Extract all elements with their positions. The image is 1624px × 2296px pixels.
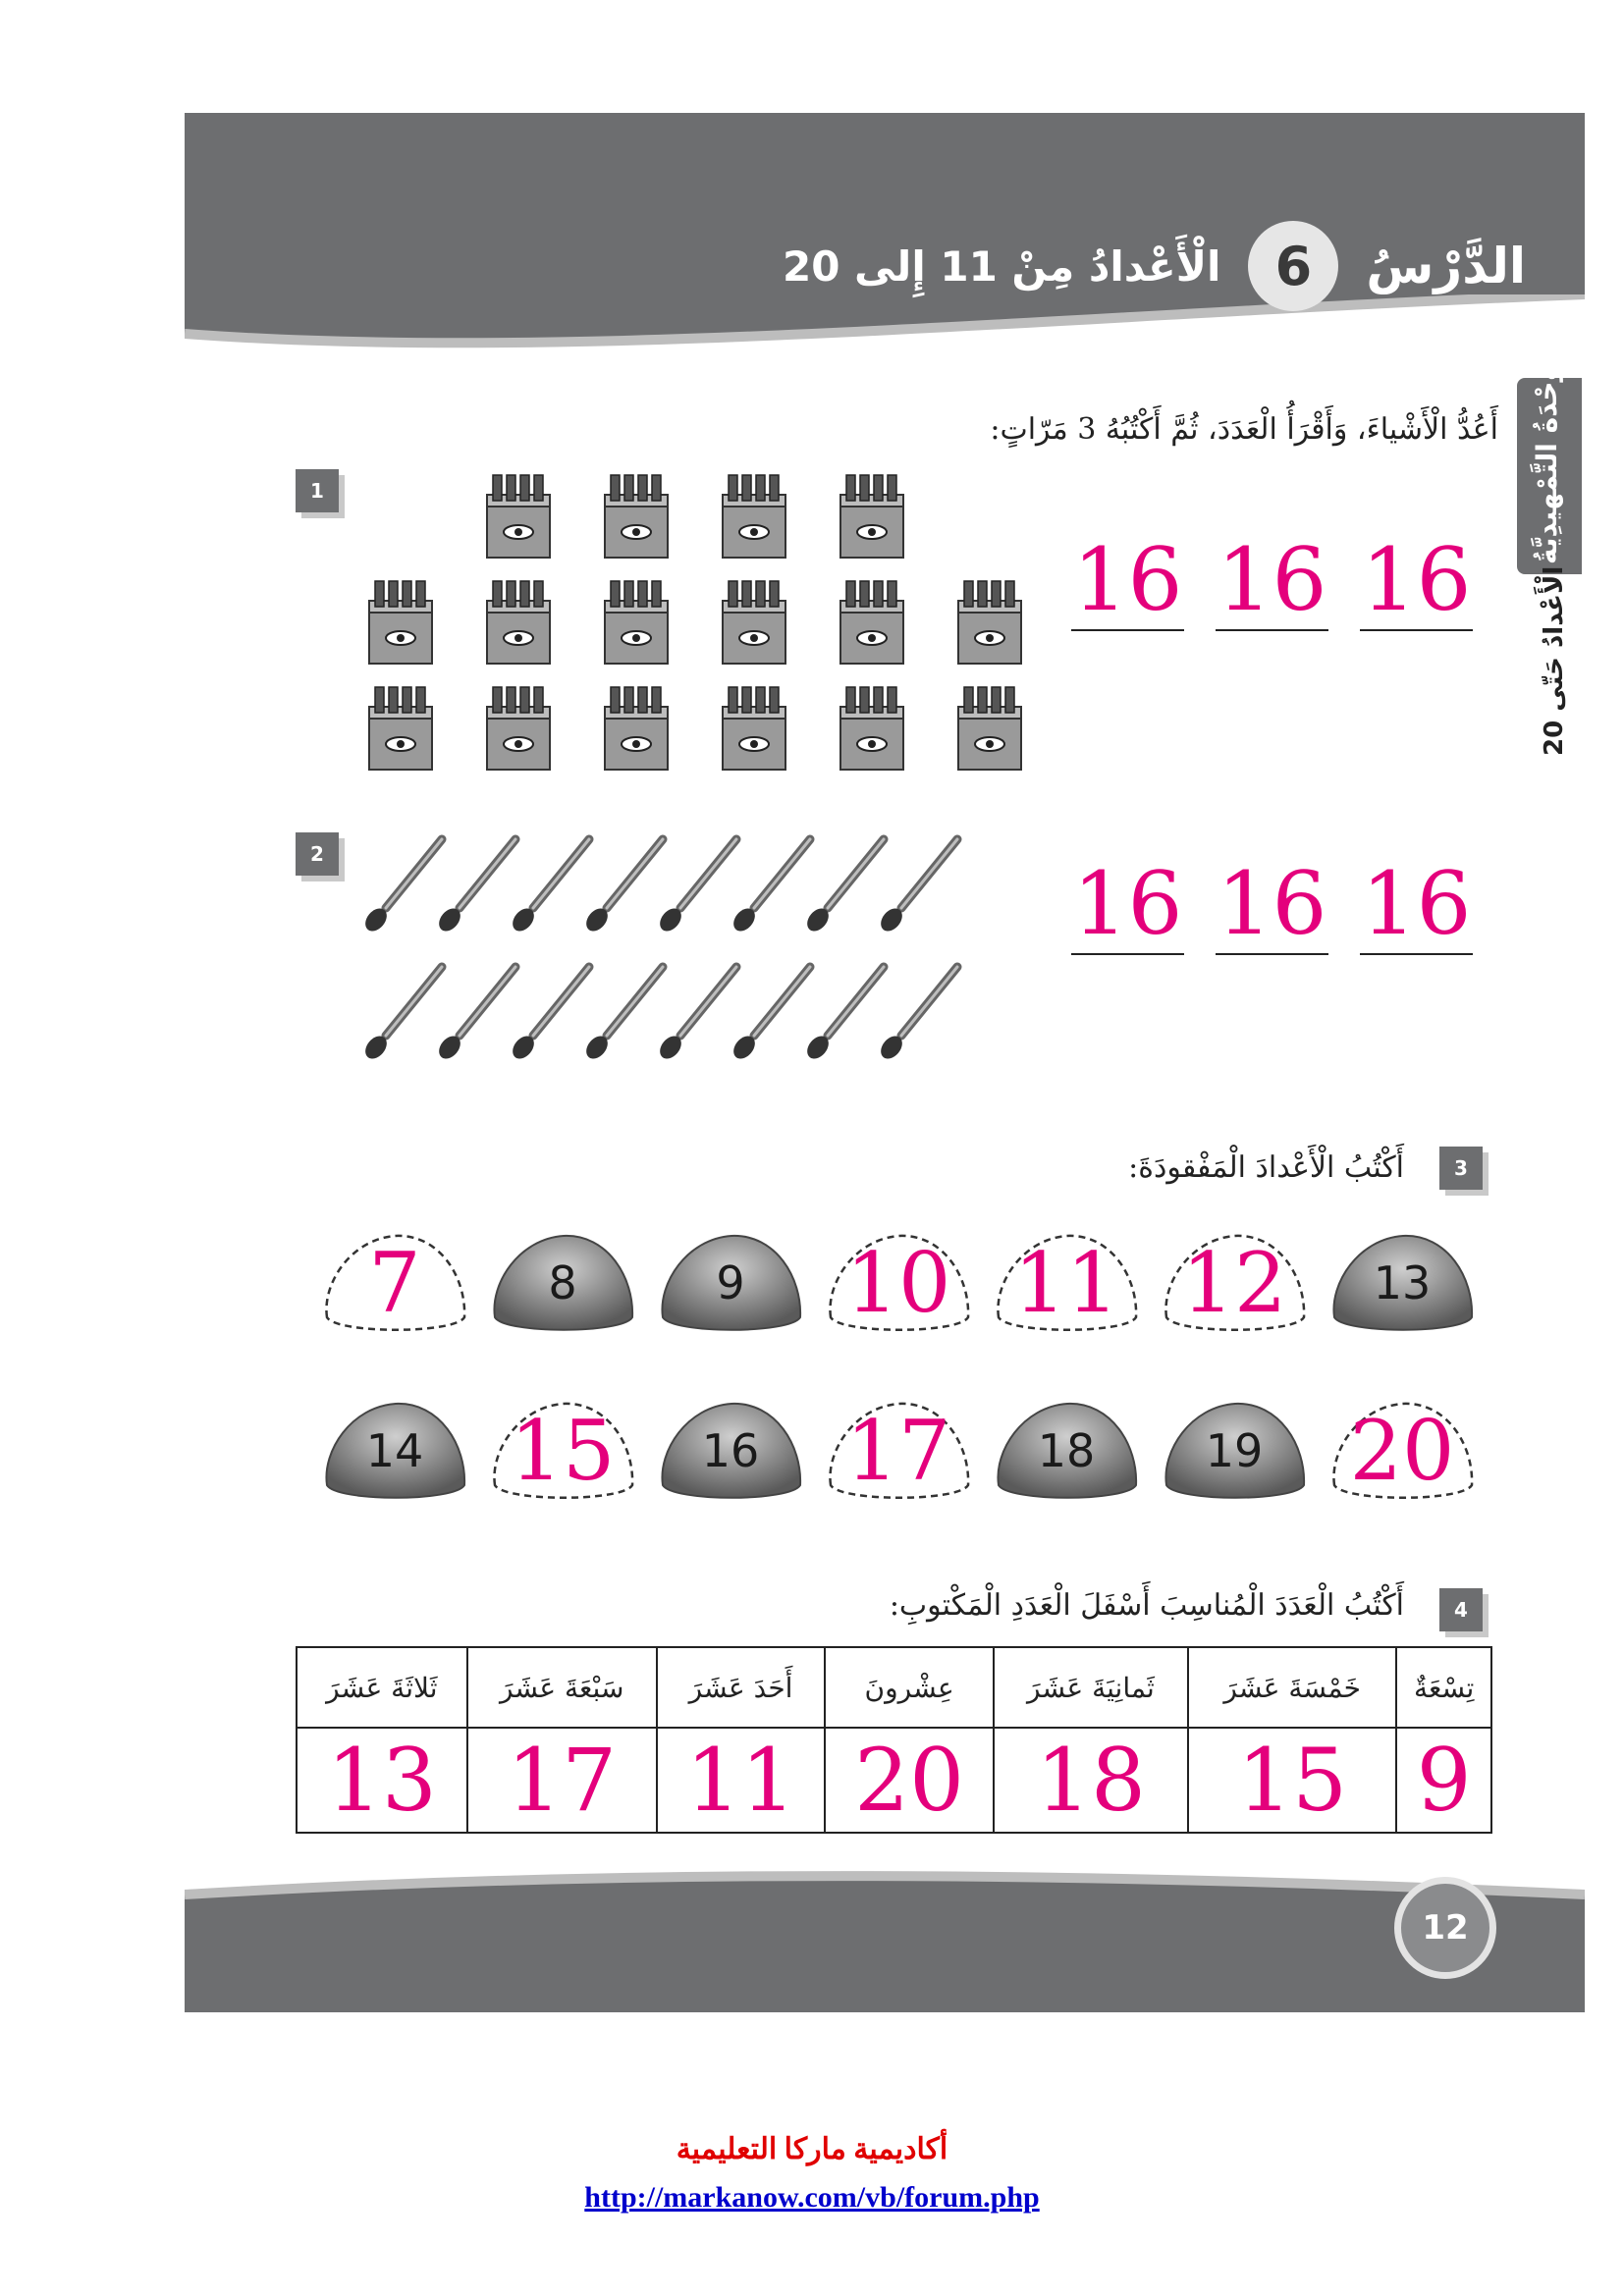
paintbrush-icon <box>361 967 442 1063</box>
rock-number: 10 <box>845 1235 951 1331</box>
table-row-values <box>297 1728 1491 1833</box>
rock-number: 17 <box>845 1403 951 1499</box>
paint-box-icon <box>605 581 668 664</box>
given-rock <box>485 1224 640 1342</box>
paint-box-icon <box>840 687 903 770</box>
page-number: 12 <box>1394 1877 1496 1979</box>
rock-number: 8 <box>548 1256 577 1309</box>
q1-2-answer-c: 16 <box>1361 853 1472 954</box>
rock-number: 12 <box>1181 1235 1287 1331</box>
rock-number: 7 <box>368 1235 421 1331</box>
footer-band <box>185 1924 1585 2012</box>
unit-tab <box>1517 344 1582 574</box>
rock-number: 11 <box>1013 1235 1119 1331</box>
table-word-cell: تِسْعَةٌ <box>1396 1647 1491 1728</box>
number-words-table <box>296 1646 1492 1834</box>
answer-rock <box>1157 1224 1312 1342</box>
paint-box-icon <box>723 581 785 664</box>
table-word-cell: أَحَدَ عَشَرَ <box>657 1647 826 1728</box>
unit-subtitle: الْأَعْدادُ حَتّى 20 <box>1540 565 1569 756</box>
given-rock <box>1325 1224 1480 1342</box>
rock-number: 14 <box>365 1424 424 1477</box>
given-rock <box>653 1392 808 1510</box>
answer-rock <box>317 1224 472 1342</box>
given-rock <box>1157 1392 1312 1510</box>
paint-box-icon <box>723 475 785 558</box>
table-word-cell: عِشْرونَ <box>825 1647 994 1728</box>
table-word-cell: ثَلاثَةَ عَشَرَ <box>297 1647 467 1728</box>
q1-2-answer-a: 16 <box>1072 853 1183 954</box>
paintbrush-icon <box>730 839 810 935</box>
q4-badge: 4 <box>1439 1588 1483 1631</box>
table-value-cell: 18 <box>994 1728 1188 1833</box>
paint-box-icon <box>840 581 903 664</box>
paint-box-icon <box>487 581 550 664</box>
q3-badge: 3 <box>1439 1147 1483 1190</box>
rock-number: 16 <box>701 1424 760 1477</box>
table-value-cell: 13 <box>297 1728 467 1833</box>
rock-number: 18 <box>1037 1424 1096 1477</box>
answer-rock <box>1325 1392 1480 1510</box>
credit-link[interactable]: http://markanow.com/vb/forum.php <box>584 2181 1040 2214</box>
answer-rock <box>821 1224 976 1342</box>
table-value-cell: 11 <box>657 1728 826 1833</box>
table-value-cell: 15 <box>1188 1728 1396 1833</box>
q3-instruction: أَكْتُبُ الْأَعْدادَ الْمَفْقودَةَ: <box>1128 1150 1404 1185</box>
table-word-cell: ثَمانِيَةَ عَشَرَ <box>994 1647 1188 1728</box>
answer-rock <box>485 1392 640 1510</box>
paint-box-icon <box>369 687 432 770</box>
q1-instruction: أَعُدُّ الْأَشْياءَ، وَأَقْرَأُ الْعَدَدَ، ثُمَّ أَكْتُبُهُ 3 مَرّاتٍ: <box>990 412 1498 447</box>
table-word-cell: سَبْعَةَ عَشَرَ <box>467 1647 657 1728</box>
paintbrush-icon <box>509 839 589 935</box>
q1-2-answer-b: 16 <box>1217 853 1327 954</box>
lesson-title: الْأَعْدادُ مِنْ 11 إِلى 20 <box>782 241 1221 291</box>
given-rock <box>317 1392 472 1510</box>
paint-box-icon <box>605 687 668 770</box>
q1-1-answer-b: 16 <box>1217 529 1327 630</box>
table-value-cell: 9 <box>1396 1728 1491 1833</box>
paintbrush-icon <box>656 967 736 1063</box>
paintbrush-icon <box>509 967 589 1063</box>
rock-number: 9 <box>716 1256 745 1309</box>
q4-instruction: أَكْتُبُ الْعَدَدَ الْمُناسِبَ أَسْفَلَ الْعَدَدِ الْمَكْتوبِ: <box>889 1588 1404 1623</box>
paintbrush-icon <box>435 839 515 935</box>
rock-number: 13 <box>1373 1256 1432 1309</box>
answer-rock <box>989 1224 1144 1342</box>
paintbrush-icon <box>361 839 442 935</box>
rock-number: 19 <box>1205 1424 1264 1477</box>
q1-1-answer-a: 16 <box>1072 529 1183 630</box>
paint-box-icon <box>487 687 550 770</box>
table-row-words <box>297 1647 1491 1728</box>
paint-box-icon <box>840 475 903 558</box>
paintbrush-icon <box>877 839 957 935</box>
table-word-cell: خَمْسَةَ عَشَرَ <box>1188 1647 1396 1728</box>
paintbrush-icon <box>803 839 884 935</box>
paintbrush-icon <box>877 967 957 1063</box>
q1-badge-1: 1 <box>296 469 339 512</box>
credit-name: أكاديمية ماركا التعليمية <box>676 2133 948 2165</box>
q1-badge-2: 2 <box>296 832 339 876</box>
paintbrush-icon <box>656 839 736 935</box>
given-rock <box>989 1392 1144 1510</box>
rock-number: 15 <box>510 1403 616 1499</box>
given-rock <box>653 1224 808 1342</box>
lesson-label: الدَّرْسُ <box>1366 238 1526 294</box>
paintbrush-group <box>353 825 972 1070</box>
lesson-title-bar <box>783 221 1526 311</box>
paintbrush-icon <box>803 967 884 1063</box>
table-value-cell: 17 <box>467 1728 657 1833</box>
paint-box-icon <box>723 687 785 770</box>
table-value-cell: 20 <box>825 1728 994 1833</box>
unit-label: الْوَحْدَةُ التَّمْهيدِيَّةُ <box>1531 344 1563 564</box>
paint-box-icon <box>369 581 432 664</box>
paintbrush-icon <box>730 967 810 1063</box>
paint-box-icon <box>958 687 1021 770</box>
paint-box-group <box>353 461 1041 775</box>
paint-box-icon <box>487 475 550 558</box>
paintbrush-icon <box>582 967 663 1063</box>
paint-box-icon <box>605 475 668 558</box>
lesson-number: 6 <box>1248 221 1338 311</box>
answer-rock <box>821 1392 976 1510</box>
paintbrush-icon <box>435 967 515 1063</box>
rock-number: 20 <box>1349 1403 1455 1499</box>
paintbrush-icon <box>582 839 663 935</box>
q1-1-answer-c: 16 <box>1361 529 1472 630</box>
paint-box-icon <box>958 581 1021 664</box>
